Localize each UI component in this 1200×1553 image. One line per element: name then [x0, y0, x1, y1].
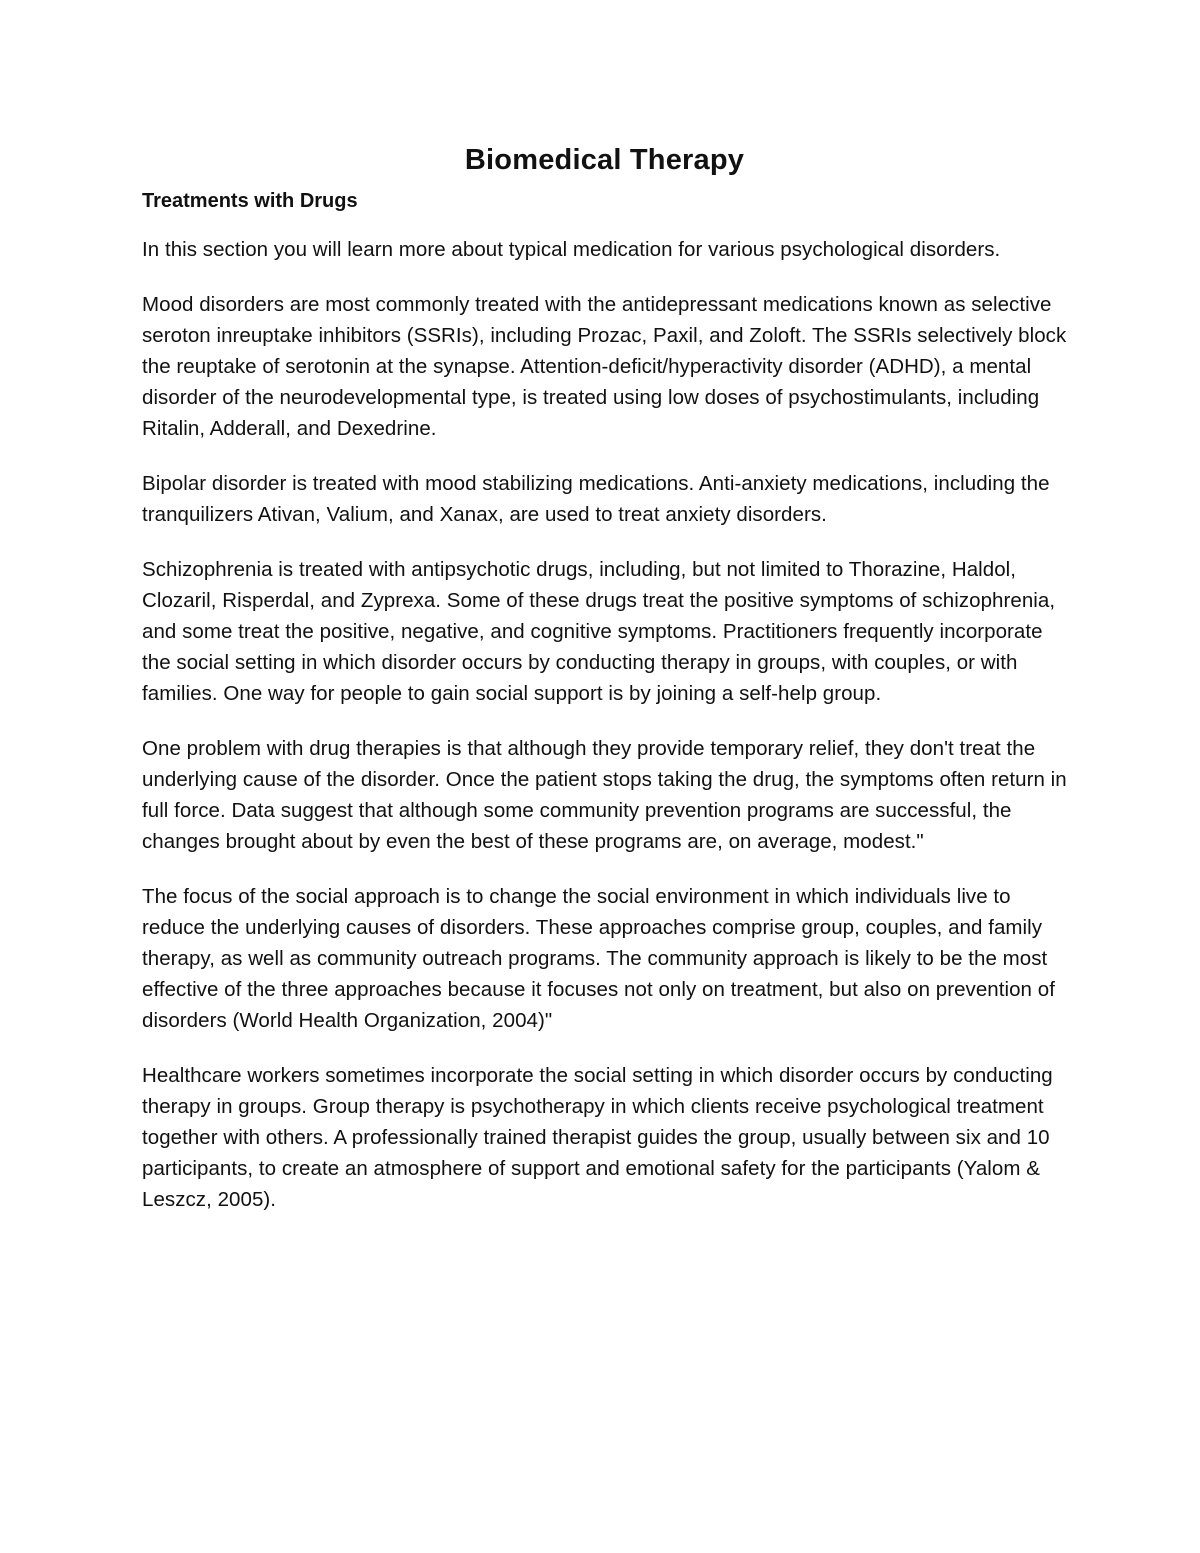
document-page	[142, 140, 1067, 1239]
paragraph-drug-problems: One problem with drug therapies is that although they provide temporary relief, they don't treat the underlying cause of the disorder. Once the patient stops taking the drug, the symptoms often return in full force. Data suggest that although some community prevention programs are successful, the changes brought about by even the best of these programs are, on average, modest."	[142, 737, 1067, 853]
paragraph-group-therapy: Healthcare workers sometimes incorporate the social setting in which disorder occurs by conducting therapy in groups. Group therapy is psychotherapy in which clients receive psychological treatment together with others. A professionally trained therapist guides the group, usually between six and 10 participants, to create an atmosphere of support and emotional safety for the participants (Yalom & Leszcz, 2005).	[142, 1064, 1053, 1211]
paragraph-intro: In this section you will learn more about typical medication for various psychological disorders.	[142, 238, 1001, 261]
paragraph-social-approach: The focus of the social approach is to change the social environment in which individuals live to reduce the underlying causes of disorders. These approaches comprise group, couples, and family therapy, as well as community outreach programs. The community approach is likely to be the most effective of the three approaches because it focuses not only on treatment, but also on prevention of disorders (World Health Organization, 2004)"	[142, 885, 1055, 1032]
paragraph-mood-disorders: Mood disorders are most commonly treated with the antidepressant medications known as selective seroton inreuptake inhibitors (SSRIs), including Prozac, Paxil, and Zoloft. The SSRIs selectively block the reuptake of serotonin at the synapse. Attention-deficit/hyperactivity disorder (ADHD), a mental disorder of the neurodevelopmental type, is treated using low doses of psychostimulants, including Ritalin, Adderall, and Dexedrine.	[142, 293, 1067, 440]
section-heading: Treatments with Drugs	[142, 190, 358, 212]
paragraph-bipolar: Bipolar disorder is treated with mood stabilizing medications. Anti-anxiety medications, including the tranquilizers Ativan, Valium, and Xanax, are used to treat anxiety disorders.	[142, 472, 1050, 526]
document-title: Biomedical Therapy	[464, 144, 745, 176]
paragraph-schizophrenia: Schizophrenia is treated with antipsychotic drugs, including, but not limited to Thorazine, Haldol, Clozaril, Risperdal, and Zyprexa. Some of these drugs treat the positive symptoms of schizophrenia, and some treat the positive, negative, and cognitive symptoms. Practitioners frequently incorporate the social setting in which disorder occurs by conducting therapy in groups, with couples, or with families. One way for people to gain social support is by joining a self-help group.	[142, 558, 1056, 705]
